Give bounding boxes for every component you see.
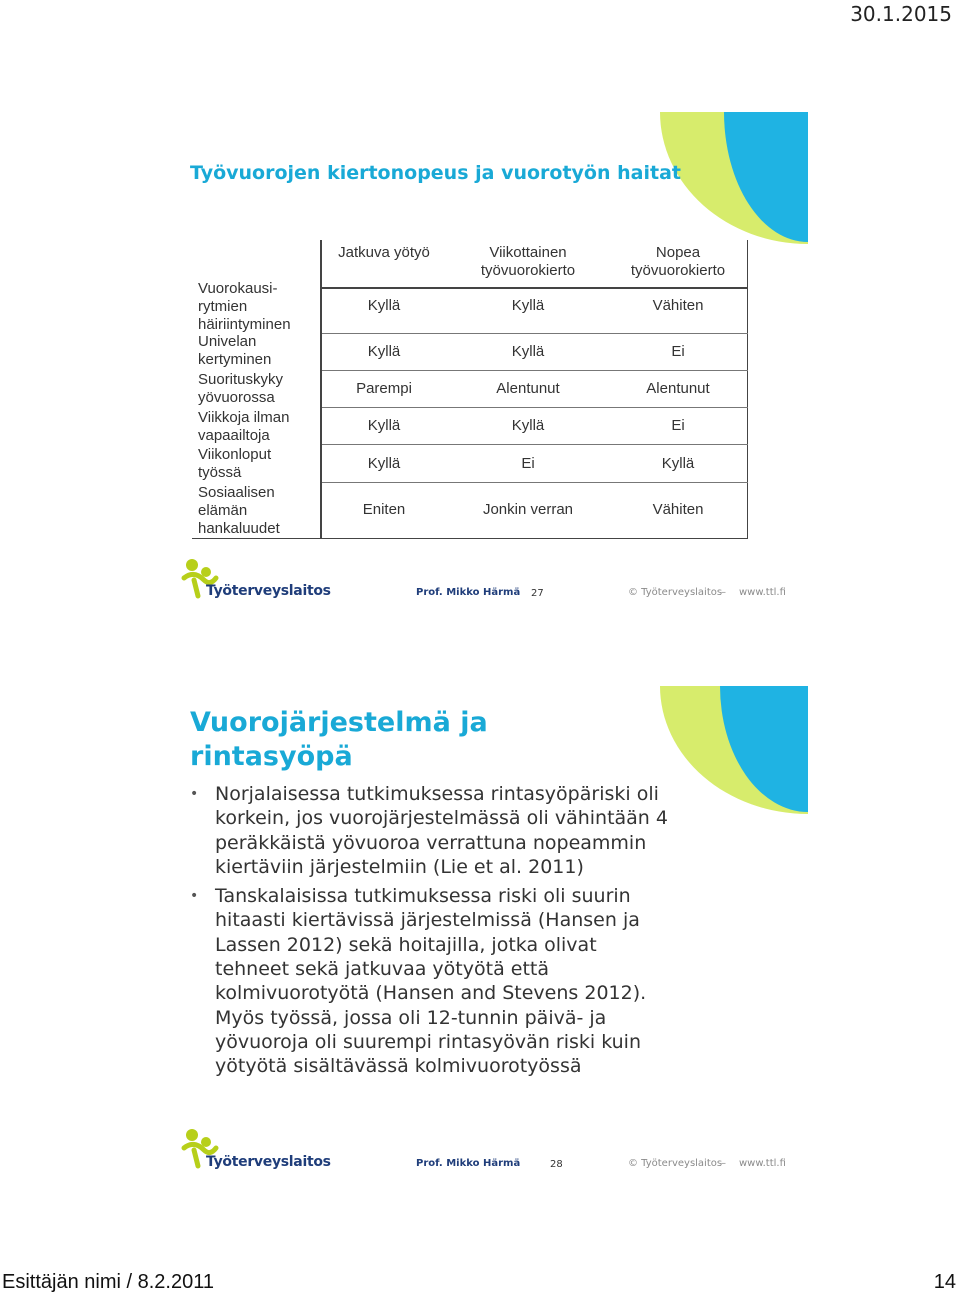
footer-url[interactable]: www.ttl.fi bbox=[739, 1158, 786, 1169]
column-header: Jatkuva yötyö bbox=[338, 244, 430, 261]
bullet-icon: • bbox=[190, 888, 199, 905]
table-cell: Eniten bbox=[362, 501, 406, 518]
table-cell: Ei bbox=[671, 343, 685, 360]
table-cell: Vähiten bbox=[652, 297, 704, 314]
table-cell: Ei bbox=[671, 417, 685, 434]
table-cell: Kyllä bbox=[367, 417, 401, 434]
footer-url[interactable]: www.ttl.fi bbox=[739, 587, 786, 598]
slide-number: 27 bbox=[531, 588, 544, 599]
page-number: 14 bbox=[933, 1271, 956, 1293]
list-item bbox=[190, 884, 670, 1078]
table-cell: Kyllä bbox=[367, 455, 401, 472]
row-label: Viikonloput työssä bbox=[198, 446, 272, 481]
table-cell: Jonkin verran bbox=[482, 501, 574, 518]
table-cell: Kyllä bbox=[511, 343, 545, 360]
table-cell: Alentunut bbox=[496, 380, 560, 397]
row-label: Univelan kertyminen bbox=[198, 333, 272, 368]
footer-author: Prof. Mikko Härmä bbox=[416, 1158, 521, 1169]
bullet-list bbox=[190, 782, 670, 1084]
column-header: Viikottainen työvuorokierto bbox=[480, 244, 576, 279]
footer-copyright: © Työterveyslaitos bbox=[628, 1158, 723, 1169]
footer-author: Prof. Mikko Härmä bbox=[416, 587, 521, 598]
corner-decoration bbox=[660, 112, 808, 244]
column-header: Nopea työvuorokierto bbox=[630, 244, 726, 279]
corner-decoration bbox=[660, 686, 808, 814]
table-cell: Kyllä bbox=[367, 343, 401, 360]
slide-title: Työvuorojen kiertonopeus ja vuorotyön haitat bbox=[190, 162, 681, 184]
comparison-table bbox=[192, 240, 748, 539]
table-cell: Ei bbox=[521, 455, 535, 472]
footer-dash: – bbox=[721, 1158, 726, 1169]
table-cell: Kyllä bbox=[511, 297, 545, 314]
footer-copyright: © Työterveyslaitos bbox=[628, 587, 723, 598]
row-label: Sosiaalisen elämän hankaluudet bbox=[198, 484, 280, 537]
table-cell: Parempi bbox=[356, 380, 412, 397]
slide-number: 28 bbox=[550, 1159, 563, 1170]
bullet-icon: • bbox=[190, 786, 199, 802]
logo-wordmark: Työterveyslaitos bbox=[206, 1154, 331, 1170]
table-cell: Kyllä bbox=[511, 417, 545, 434]
table-cell: Kyllä bbox=[367, 297, 401, 314]
page-date: 30.1.2015 bbox=[850, 2, 952, 26]
table-cell: Kyllä bbox=[661, 455, 695, 472]
bullet-text: Norjalaisessa tutkimuksessa rintasyöpäriski oli korkein, jos vuorojärjestelmässä oli vähintään 4 peräkkäistä yövuoroa verrattuna nopeammin kiertäviin järjestelmiin (Lie et al. 2011) bbox=[215, 783, 668, 878]
slide-title: Vuorojärjestelmä ja rintasyöpä bbox=[190, 707, 488, 772]
table-cell: Alentunut bbox=[646, 380, 710, 397]
footer-dash: – bbox=[721, 587, 726, 598]
row-label: Suorituskyky yövuorossa bbox=[198, 371, 284, 406]
row-label: Vuorokausi-rytmien häiriintyminen bbox=[198, 280, 291, 333]
table-cell: Vähiten bbox=[652, 501, 704, 518]
logo-wordmark: Työterveyslaitos bbox=[206, 583, 331, 599]
list-item bbox=[190, 782, 670, 879]
bullet-text: Tanskalaisissa tutkimuksessa riski oli suurin hitaasti kiertävissä järjestelmissä (Hansen ja Lassen 2012) sekä hoitajilla, jotka olivat tehneet sekä jatkuvaa yötyötä että kolmivuorotyötä (Hansen and Stevens 2012). Myös työssä, jossa oli 12-tunnin päivä- ja yövuoroja oli suurempi rintasyövän riski kuin yötyötä sisältävässä kolmivuorotyössä bbox=[215, 885, 647, 1078]
row-label: Viikkoja ilman vapaailtoja bbox=[198, 409, 290, 444]
presenter-footer: Esittäjän nimi / 8.2.2011 bbox=[2, 1271, 214, 1293]
